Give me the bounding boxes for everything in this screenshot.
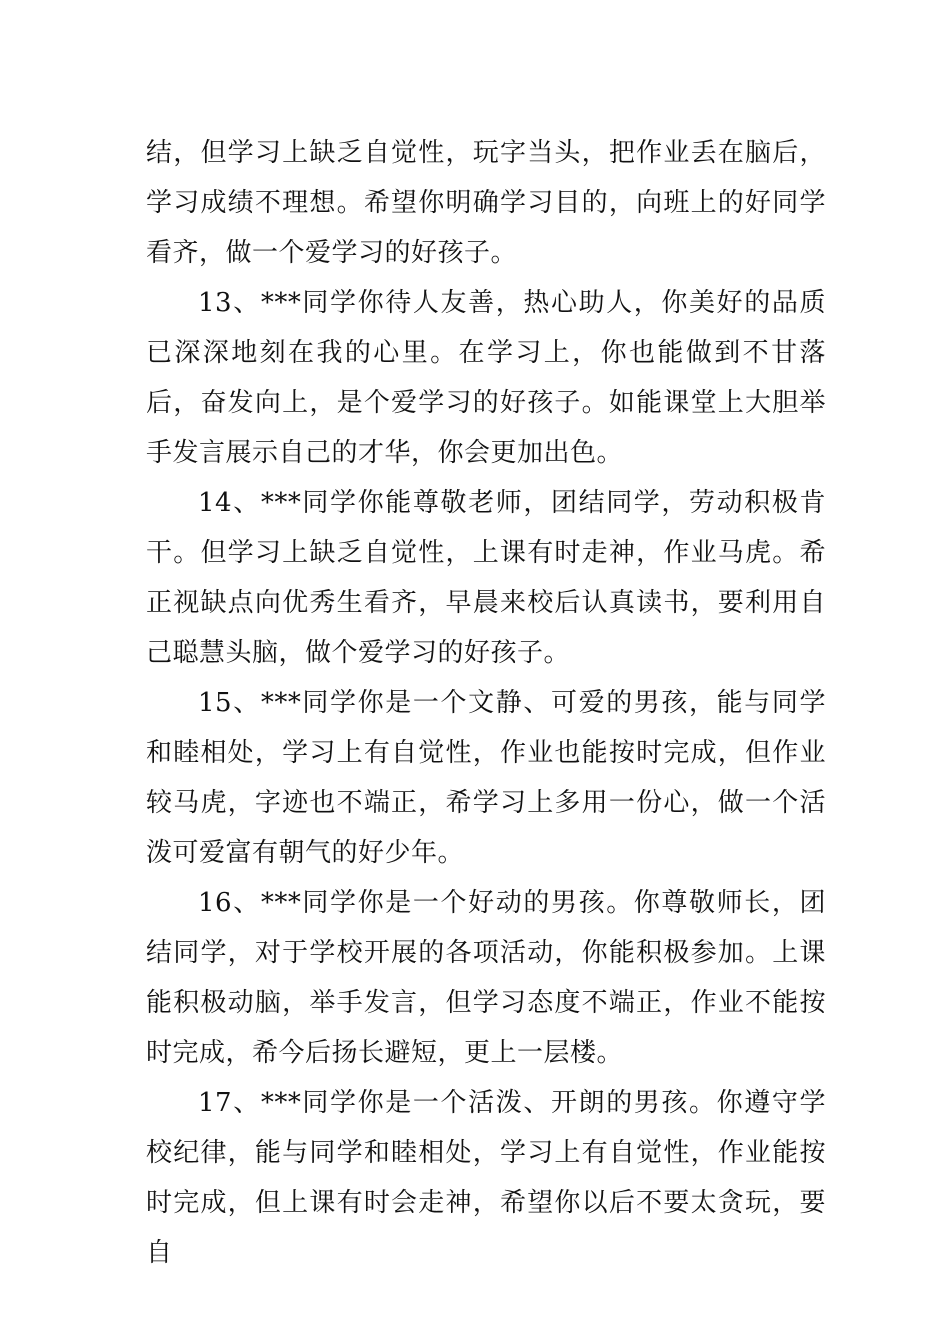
paragraph-14: 14、***同学你能尊敬老师，团结同学，劳动积极肯干。但学习上缺乏自觉性，上课有时走神，作业马虎。希正视缺点向优秀生看齐，早晨来校后认真读书，要利用自己聪慧头脑，做个爱学习的好孩子。: [146, 488, 826, 668]
paragraph-13: 13、***同学你待人友善，热心助人，你美好的品质已深深地刻在我的心里。在学习上，你也能做到不甘落后，奋发向上，是个爱学习的好孩子。如能课堂上大胆举手发言展示自己的才华，你会更加出色。: [146, 288, 826, 468]
paragraph-17: 17、***同学你是一个活泼、开朗的男孩。你遵守学校纪律，能与同学和睦相处，学习上有自觉性，作业能按时完成，但上课有时会走神，希望你以后不要太贪玩，要自: [146, 1088, 826, 1268]
paragraph-15: 15、***同学你是一个文静、可爱的男孩，能与同学和睦相处，学习上有自觉性，作业也能按时完成，但作业较马虎，字迹也不端正，希学习上多用一份心，做一个活泼可爱富有朝气的好少年。: [146, 688, 826, 868]
paragraph-16: 16、***同学你是一个好动的男孩。你尊敬师长，团结同学，对于学校开展的各项活动，你能积极参加。上课能积极动脑，举手发言，但学习态度不端正，作业不能按时完成，希今后扬长避短，更上一层楼。: [146, 888, 826, 1068]
paragraph-continuation: 结，但学习上缺乏自觉性，玩字当头，把作业丢在脑后，学习成绩不理想。希望你明确学习目的，向班上的好同学看齐，做一个爱学习的好孩子。: [146, 138, 826, 268]
document-body: [146, 128, 826, 1278]
